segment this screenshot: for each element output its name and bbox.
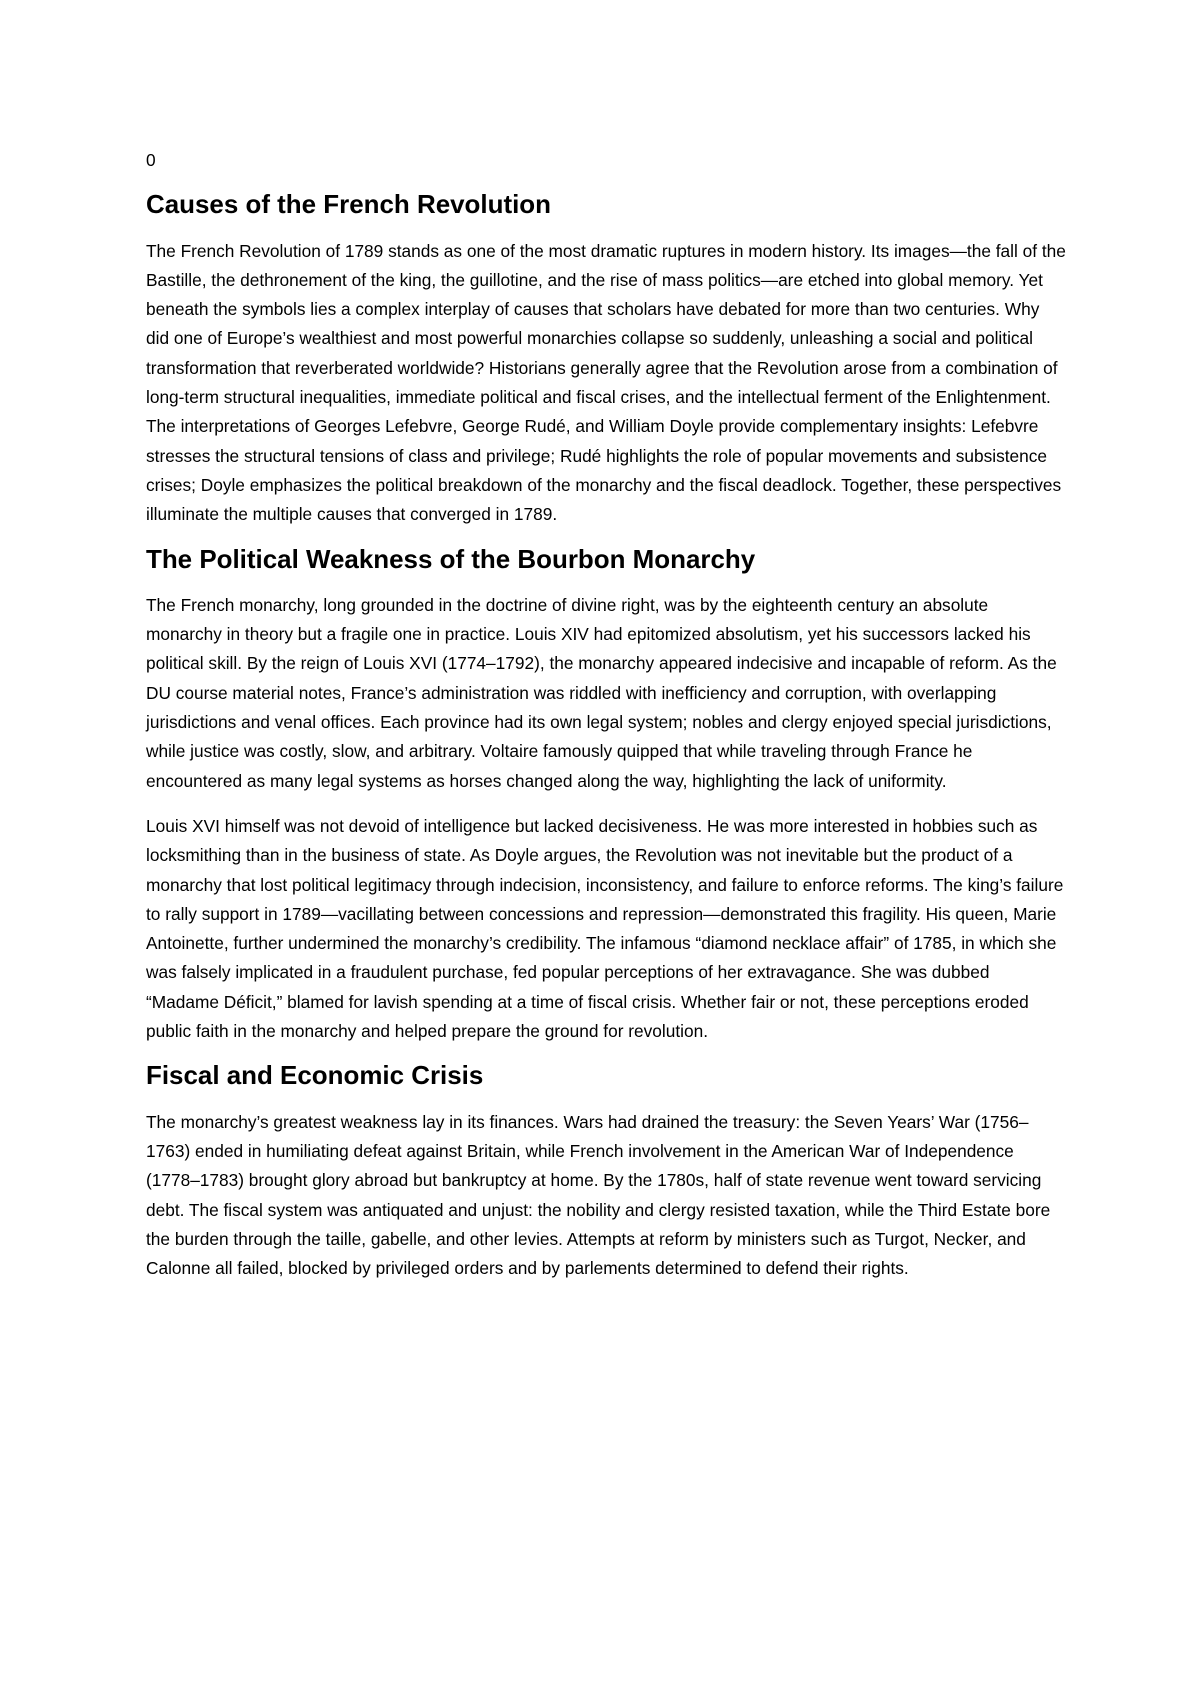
paragraph-monarchy-administration: The French monarchy, long grounded in the doctrine of divine right, was by the eighteenth century an absolute monarchy in theory but a fragile one in practice. Louis XIV had epitomized absolutism, yet his successors lacked his political skill. By the reign of Louis XVI (1774–1792), the monarchy appeared indecisive and incapable of reform. As the DU course material notes, France’s administration was riddled with inefficiency and corruption, with overlapping jurisdictions and venal offices. Each province had its own legal system; nobles and clergy enjoyed special jurisdictions, while justice was costly, slow, and arbitrary. Voltaire famously quipped that while traveling through France he encountered as many legal systems as horses changed along the way, highlighting the lack of uniformity. [146, 594, 1057, 791]
section-heading-fiscal-crisis: Fiscal and Economic Crisis [146, 1062, 484, 1091]
section-heading-causes: Causes of the French Revolution [146, 191, 551, 220]
paragraph-introduction: The French Revolution of 1789 stands as one of the most dramatic ruptures in modern history. Its images—the fall of the Bastille, the dethronement of the king, the guillotine, and the rise of mass politics—are etched into global memory. Yet beneath the symbols lies a complex interplay of causes that scholars have debated for more than two centuries. Why did one of Europe’s wealthiest and most powerful monarchies collapse so suddenly, unleashing a social and political transformation that reverberated worldwide? Historians generally agree that the Revolution arose from a combination of long-term structural inequalities, immediate political and fiscal crises, and the intellectual ferment of the Enlightenment. The interpretations of Georges Lefebvre, George Rudé, and William Doyle provide complementary insights: Lefebvre stresses the structural tensions of class and privilege; Rudé highlights the role of popular movements and subsistence crises; Doyle emphasizes the political breakdown of the monarchy and the fiscal deadlock. Together, these perspectives illuminate the multiple causes that converged in 1789. [146, 240, 1066, 525]
page-number: 0 [146, 150, 156, 170]
paragraph-finances: The monarchy’s greatest weakness lay in its finances. Wars had drained the treasury: the Seven Years’ War (1756–1763) ended in humiliating defeat against Britain, while French involvement in the American War of Independence (1778–1783) brought glory abroad but bankruptcy at home. By the 1780s, half of state revenue went toward servicing debt. The fiscal system was antiquated and unjust: the nobility and clergy resisted taxation, while the Third Estate bore the burden through the taille, gabelle, and other levies. Attempts at reform by ministers such as Turgot, Necker, and Calonne all failed, blocked by privileged orders and by parlements determined to defend their rights. [146, 1111, 1051, 1279]
paragraph-louis-xvi: Louis XVI himself was not devoid of intelligence but lacked decisiveness. He was more interested in hobbies such as locksmithing than in the business of state. As Doyle argues, the Revolution was not inevitable but the product of a monarchy that lost political legitimacy through indecision, inconsistency, and failure to enforce reforms. The king’s failure to rally support in 1789—vacillating between concessions and repression—demonstrated this fragility. His queen, Marie Antoinette, further undermined the monarchy’s credibility. The infamous “diamond necklace affair” of 1785, in which she was falsely implicated in a fraudulent purchase, fed popular perceptions of her extravagance. She was dubbed “Madame Déficit,” blamed for lavish spending at a time of fiscal crisis. Whether fair or not, these perceptions eroded public faith in the monarchy and helped prepare the ground for revolution. [146, 815, 1064, 1042]
document-page [146, 146, 1066, 1299]
section-heading-political-weakness: The Political Weakness of the Bourbon Monarchy [146, 545, 756, 574]
